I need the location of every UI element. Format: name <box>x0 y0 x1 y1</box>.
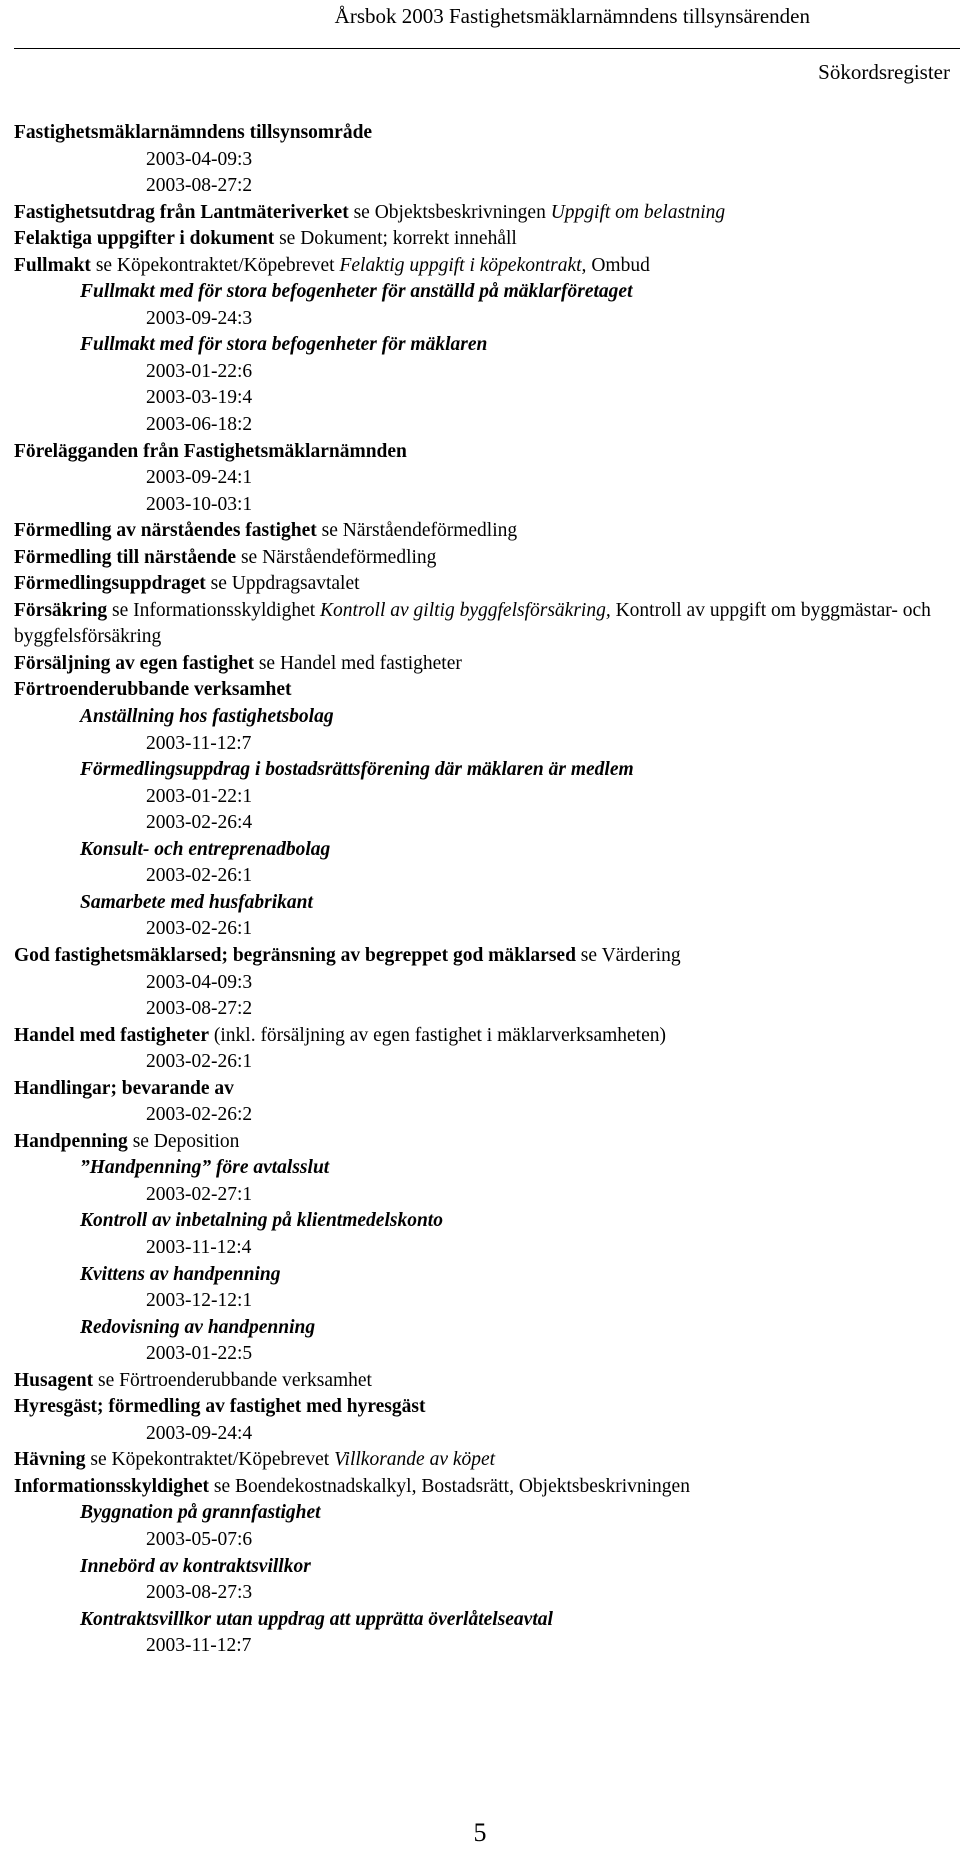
index-text: se Förtroenderubbande verksamhet <box>93 1369 372 1391</box>
index-subterm: Anställning hos fastighetsbolag <box>80 706 334 728</box>
index-entry <box>14 1076 954 1103</box>
case-reference-number: 2003-10-03:1 <box>146 493 253 515</box>
index-term: Husagent <box>14 1369 94 1391</box>
cross-ref-topic: Felaktig uppgift i köpekontrakt, <box>339 254 587 276</box>
index-entry <box>14 1023 954 1050</box>
subentry <box>14 332 954 359</box>
case-reference-number: 2003-01-22:5 <box>146 1343 253 1365</box>
index-subterm: Kontroll av inbetalning på klientmedelskonto <box>80 1210 443 1232</box>
subentry <box>14 890 954 917</box>
case-reference <box>14 810 954 837</box>
case-reference-number: 2003-02-27:1 <box>146 1183 253 1205</box>
case-reference <box>14 1288 954 1315</box>
case-reference <box>14 1182 954 1209</box>
case-reference-number: 2003-02-26:1 <box>146 918 253 940</box>
subentry <box>14 279 954 306</box>
case-reference <box>14 916 954 943</box>
index-term: Informationsskyldighet <box>14 1475 210 1497</box>
case-reference-number: 2003-08-27:3 <box>146 1582 253 1604</box>
index-entry <box>14 200 954 227</box>
case-reference-number: 2003-11-12:7 <box>146 732 252 754</box>
case-reference-number: 2003-06-18:2 <box>146 414 253 436</box>
index-text: se Uppdragsavtalet <box>205 573 360 595</box>
case-reference <box>14 306 954 333</box>
index-term: Förmedling till närstående <box>14 546 237 568</box>
index-term: Fullmakt <box>14 254 91 276</box>
index-term: Hyresgäst; förmedling av fastighet med hyresgäst <box>14 1396 426 1418</box>
index-entry <box>14 1447 954 1474</box>
index-subterm: Kontraktsvillkor utan uppdrag att upprätta överlåtelseavtal <box>80 1608 553 1630</box>
index-subterm: Byggnation på grannfastighet <box>80 1502 321 1524</box>
index-term: Hävning <box>14 1449 86 1471</box>
case-reference-number: 2003-04-09:3 <box>146 148 253 170</box>
index-text: se Objektsbeskrivningen <box>348 201 551 223</box>
index-subterm: Konsult- och entreprenadbolag <box>80 838 331 860</box>
subentry <box>14 1315 954 1342</box>
case-reference-number: 2003-08-27:2 <box>146 175 253 197</box>
case-reference <box>14 1341 954 1368</box>
case-reference-number: 2003-04-09:3 <box>146 971 253 993</box>
page-number: 5 <box>473 1818 487 1847</box>
index-entry <box>14 651 954 678</box>
index-text: Kontroll av uppgift om byggmästar- och byggfelsförsäkring <box>14 599 931 648</box>
index-term: Fastighetsmäklarnämndens tillsynsområde <box>14 122 373 143</box>
section-title: Sökordsregister <box>818 60 950 84</box>
case-reference <box>14 173 954 200</box>
index-term: Förmedling av närståendes fastighet <box>14 520 317 542</box>
index-text: Ombud <box>586 254 650 276</box>
index-subterm: Fullmakt med för stora befogenheter för mäklaren <box>80 334 488 356</box>
index-term: God fastighetsmäklarsed; begränsning av begreppet god mäklarsed <box>14 944 576 966</box>
index-term: Försäkring <box>14 599 108 621</box>
case-reference <box>14 863 954 890</box>
running-header-title: Årsbok 2003 Fastighetsmäklarnämndens tillsynsärenden <box>334 4 810 28</box>
case-reference <box>14 996 954 1023</box>
index-entry <box>14 1368 954 1395</box>
index-text: se Köpekontraktet/Köpebrevet <box>85 1449 335 1471</box>
case-reference-number: 2003-09-24:1 <box>146 467 253 489</box>
index-text: se Deposition <box>127 1130 240 1152</box>
index-term: Försäljning av egen fastighet <box>14 652 254 674</box>
case-reference <box>14 1049 954 1076</box>
index-subterm: Redovisning av handpenning <box>80 1316 316 1338</box>
index-text: se Boendekostnadskalkyl, Bostadsrätt, Objektsbeskrivningen <box>209 1475 690 1497</box>
index-entry <box>14 943 954 970</box>
cross-ref-topic: Kontroll av giltig byggfelsförsäkring, <box>320 599 611 621</box>
index-term: Förtroenderubbande verksamhet <box>14 679 292 701</box>
case-reference <box>14 465 954 492</box>
index-subterm: Kvittens av handpenning <box>80 1263 281 1285</box>
subentry <box>14 757 954 784</box>
case-reference-number: 2003-12-12:1 <box>146 1290 253 1312</box>
index-subterm: Samarbete med husfabrikant <box>80 891 313 913</box>
header-divider <box>14 48 960 49</box>
case-reference-number: 2003-03-19:4 <box>146 387 253 409</box>
case-reference <box>14 359 954 386</box>
index-subterm: Fullmakt med för stora befogenheter för anställd på mäklarföretaget <box>80 281 633 303</box>
case-reference-number: 2003-09-24:3 <box>146 307 253 329</box>
case-reference <box>14 385 954 412</box>
index-term: Handel med fastigheter <box>14 1024 209 1046</box>
keyword-index <box>14 120 954 1660</box>
case-reference <box>14 1527 954 1554</box>
index-term: Handlingar; bevarande av <box>14 1077 234 1099</box>
index-entry <box>14 545 954 572</box>
subentry <box>14 704 954 731</box>
case-reference <box>14 412 954 439</box>
index-subterm: ”Handpenning” före avtalsslut <box>80 1157 330 1179</box>
index-entry <box>14 1474 954 1501</box>
case-reference-number: 2003-08-27:2 <box>146 998 253 1020</box>
case-reference <box>14 147 954 174</box>
index-term: Förelägganden från Fastighetsmäklarnämnden <box>14 440 407 462</box>
cross-ref-topic: Uppgift om belastning <box>550 201 726 223</box>
case-reference <box>14 1235 954 1262</box>
index-entry <box>14 518 954 545</box>
index-entry <box>14 439 954 466</box>
subentry <box>14 837 954 864</box>
subentry <box>14 1208 954 1235</box>
subentry <box>14 1554 954 1581</box>
case-reference-number: 2003-05-07:6 <box>146 1528 253 1550</box>
case-reference-number: 2003-02-26:2 <box>146 1104 253 1126</box>
index-entry <box>14 571 954 598</box>
cross-ref-topic: Villkorande av köpet <box>334 1449 496 1471</box>
index-entry <box>14 598 954 651</box>
index-text: se Värdering <box>575 944 681 966</box>
subentry <box>14 1155 954 1182</box>
index-text: se Köpekontraktet/Köpebrevet <box>90 254 340 276</box>
index-entry <box>14 120 954 147</box>
subentry <box>14 1607 954 1634</box>
case-reference <box>14 731 954 758</box>
case-reference-number: 2003-09-24:4 <box>146 1422 253 1444</box>
index-term: Handpenning <box>14 1130 128 1152</box>
case-reference <box>14 492 954 519</box>
case-reference <box>14 784 954 811</box>
index-entry <box>14 226 954 253</box>
index-term: Felaktiga uppgifter i dokument <box>14 228 275 250</box>
case-reference-number: 2003-02-26:1 <box>146 865 253 887</box>
index-text: se Närståendeförmedling <box>236 546 437 568</box>
index-text: se Informationsskyldighet <box>107 599 321 621</box>
case-reference <box>14 1421 954 1448</box>
subentry <box>14 1262 954 1289</box>
index-term: Förmedlingsuppdraget <box>14 573 206 595</box>
index-entry <box>14 253 954 280</box>
index-term: Fastighetsutdrag från Lantmäteriverket <box>14 201 349 223</box>
case-reference <box>14 1633 954 1660</box>
index-text: se Närståendeförmedling <box>316 520 518 542</box>
index-entry <box>14 1129 954 1156</box>
index-text: se Handel med fastigheter <box>253 652 462 674</box>
case-reference-number: 2003-02-26:1 <box>146 1051 253 1073</box>
index-text: se Dokument; korrekt innehåll <box>274 228 517 250</box>
case-reference-number: 2003-11-12:7 <box>146 1635 252 1657</box>
index-entry <box>14 1394 954 1421</box>
index-text: (inkl. försäljning av egen fastighet i mäklarverksamheten) <box>208 1024 666 1046</box>
index-subterm: Förmedlingsuppdrag i bostadsrättsförening där mäklaren är medlem <box>80 759 634 781</box>
case-reference-number: 2003-11-12:4 <box>146 1236 252 1258</box>
index-subterm: Innebörd av kontraktsvillkor <box>80 1555 311 1577</box>
index-entry <box>14 677 954 704</box>
case-reference <box>14 970 954 997</box>
subentry <box>14 1500 954 1527</box>
case-reference-number: 2003-01-22:6 <box>146 360 253 382</box>
case-reference <box>14 1580 954 1607</box>
case-reference <box>14 1102 954 1129</box>
case-reference-number: 2003-01-22:1 <box>146 785 253 807</box>
case-reference-number: 2003-02-26:4 <box>146 812 253 834</box>
